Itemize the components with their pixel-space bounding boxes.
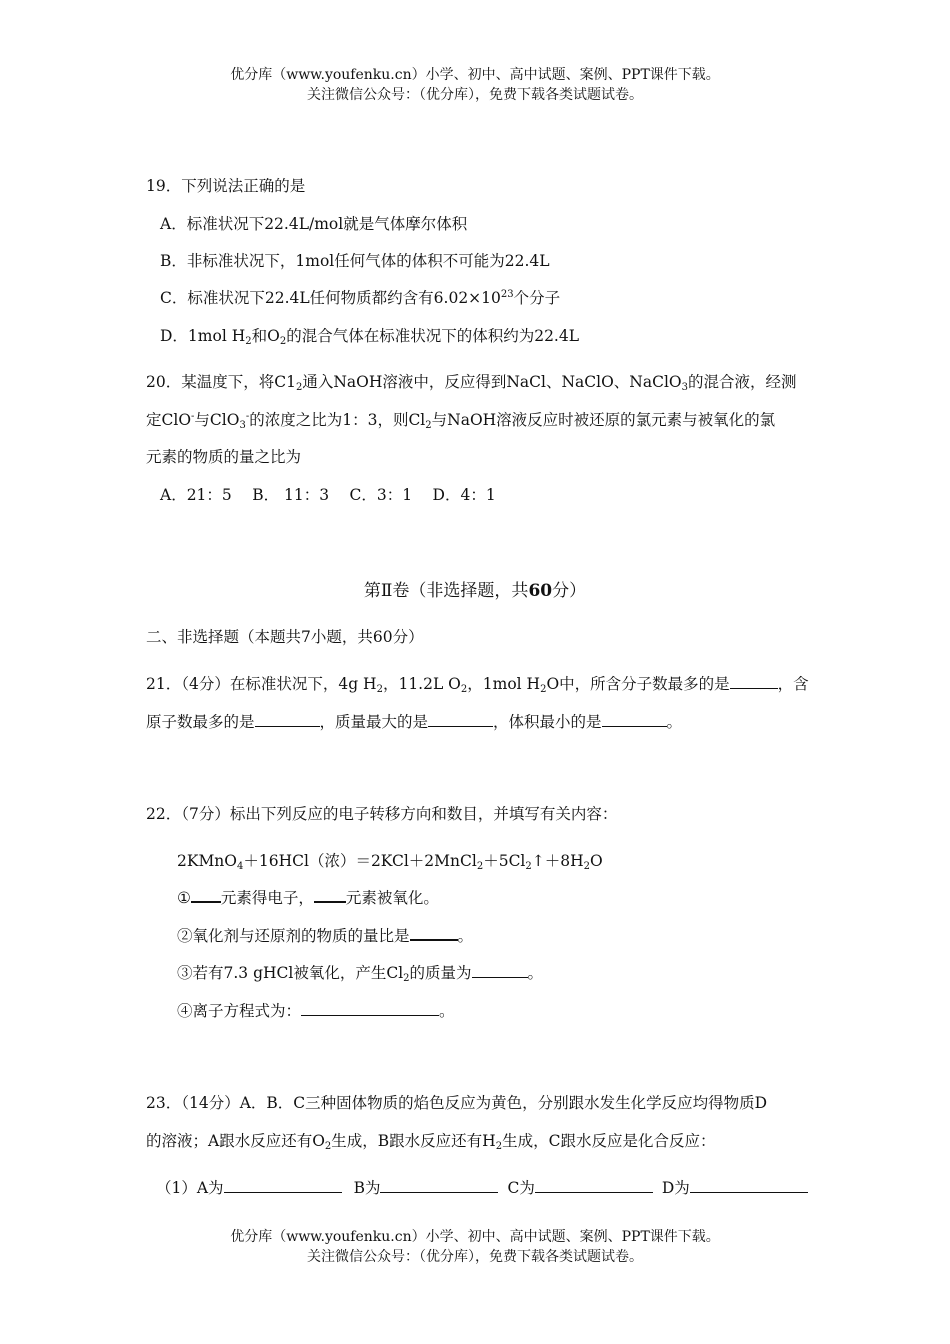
q23-part-1: （1）A为 B为 C为 D为 — [156, 1176, 808, 1198]
answer-blank[interactable] — [428, 712, 493, 727]
q23-line-2: 的溶液；A跟水反应还有$O_2$生成，B跟水反应还有$H_2$生成，C跟水反应是化合反应： — [146, 1132, 716, 1152]
answer-blank[interactable] — [224, 1178, 342, 1193]
q19-option-c: C．标准状况下22.4L任何物质都约含有$6.02\times 10^{23}$个分子 — [160, 289, 561, 307]
q20-line-1: 20．某温度下，将$C1_2$通入NaOH溶液中，反应得到NaCl、NaClO、NaClO$_3$的混合液，经测 — [146, 373, 797, 393]
q22-stem: 22．（7分）标出下列反应的电子转移方向和数目，并填写有关内容： — [146, 805, 618, 823]
q22-sub-1: ① 元素得电子， 元素被氧化。 — [177, 889, 439, 907]
answer-blank[interactable] — [191, 887, 221, 903]
answer-blank[interactable] — [690, 1178, 808, 1193]
footer-line-2: 关注微信公众号：（优分库），免费下载各类试题试卷。 — [307, 1249, 643, 1265]
q22-sub-4: ④离子方程式为： 。 — [177, 1002, 455, 1020]
q20-options: A．21：5 B． 11：3 C．3：1 D．4：1 — [160, 486, 496, 504]
q21-line-1: 21．（4分）在标准状况下，4g $H_2$，11.2L $O_2$，1mol $H_2O$中，所含分子数最多的是 ，含 — [146, 675, 809, 695]
q22-sub-3: ③若有7.3 gHCl被氧化，产生$Cl_2$的质量为 。 — [177, 964, 544, 984]
answer-blank[interactable] — [472, 963, 528, 978]
q19-stem: 19．下列说法正确的是 — [146, 177, 306, 195]
q19-option-d: D．1mol $H_2$和$O_2$的混合气体在标准状况下的体积约为22.4L — [160, 327, 580, 347]
answer-blank[interactable] — [730, 674, 778, 689]
header-line-2: 关注微信公众号：（优分库），免费下载各类试题试卷。 — [307, 87, 643, 103]
answer-blank[interactable] — [410, 925, 458, 941]
q20-line-3: 元素的物质的量之比为 — [146, 448, 302, 466]
answer-blank[interactable] — [602, 712, 667, 727]
q22-equation: 2KMnO$_4$＋16HCl（浓）$=2KCl+2MnCl_2+5Cl_2↑+8H_2O$ — [177, 852, 603, 872]
header-line-1: 优分库（www.youfenku.cn）小学、初中、高中试题、案例、PPT课件下载。 — [230, 67, 720, 83]
q19-option-a: A．标准状况下22.4L/mol就是气体摩尔体积 — [160, 215, 468, 233]
q20-line-2: 定ClO-与ClO$_3$-的浓度之比为1：3，则$Cl_2$与NaOH溶液反应时被还原的氯元素与被氧化的氯 — [146, 411, 776, 431]
q23-line-1: 23．（14分）A．B．C三种固体物质的焰色反应为黄色，分别跟水发生化学反应均得物质D — [146, 1094, 768, 1112]
answer-blank[interactable] — [301, 1001, 439, 1016]
section-2-title: 第Ⅱ卷（非选择题，共60分） — [363, 581, 587, 601]
answer-blank[interactable] — [255, 712, 320, 727]
q21-line-2: 原子数最多的是 ，质量最大的是 ，体积最小的是 。 — [146, 713, 683, 731]
answer-blank[interactable] — [535, 1178, 653, 1193]
q19-option-b: B．非标准状况下，1mol任何气体的体积不可能为22.4L — [160, 252, 550, 270]
answer-blank[interactable] — [314, 887, 346, 903]
footer-line-1: 优分库（www.youfenku.cn）小学、初中、高中试题、案例、PPT课件下载。 — [230, 1229, 720, 1245]
answer-blank[interactable] — [380, 1178, 498, 1193]
q22-sub-2: ②氧化剂与还原剂的物质的量比是 。 — [177, 927, 474, 945]
section-2-subtitle: 二、非选择题（本题共7小题，共60分） — [146, 628, 424, 646]
